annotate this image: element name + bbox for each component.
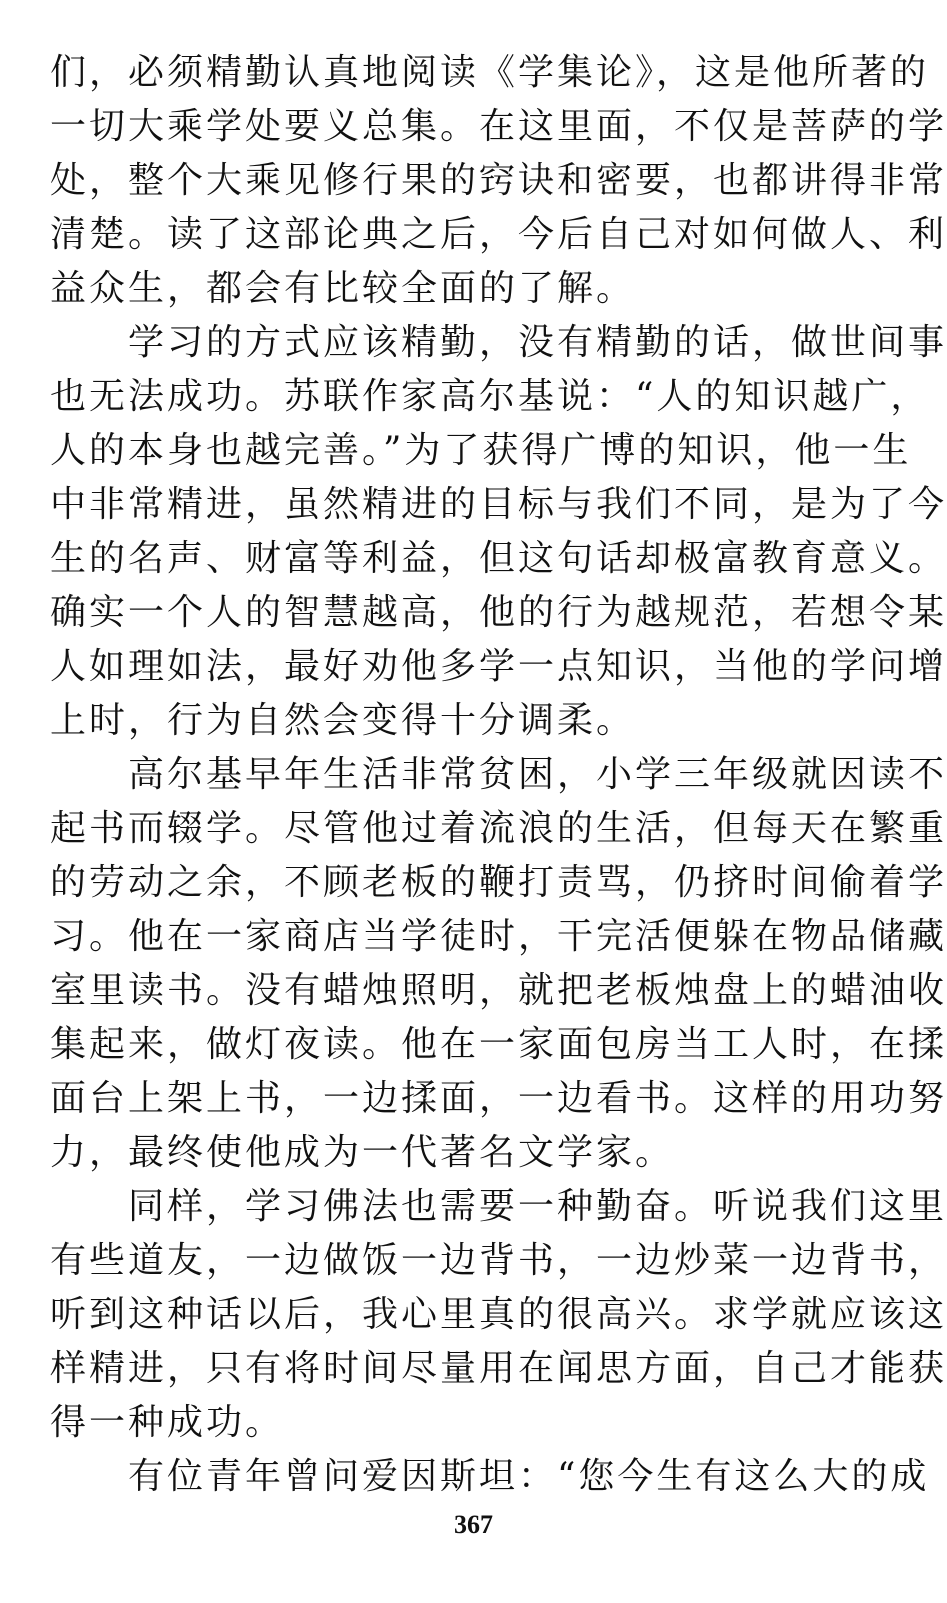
- text-line: 中非常精进，虽然精进的目标与我们不同，是为了今: [50, 484, 947, 525]
- text-line: 也无法成功。苏联作家高尔基说：“人的知识越广，: [50, 376, 930, 417]
- text-line: 力，最终使他成为一代著名文学家。: [50, 1132, 675, 1173]
- text-line: 习。他在一家商店当学徒时，干完活便躲在物品储藏: [50, 916, 947, 957]
- text-line: 听到这种话以后，我心里真的很高兴。求学就应该这: [50, 1294, 947, 1335]
- text-line: 人如理如法，最好劝他多学一点知识，当他的学问增: [50, 646, 947, 687]
- text-line: 一切大乘学处要义总集。在这里面，不仅是菩萨的学: [50, 106, 947, 147]
- book-page-body: [50, 46, 947, 1504]
- text-line: 确实一个人的智慧越高，他的行为越规范，若想令某: [50, 592, 947, 633]
- paragraph-first-line: 有位青年曾问爱因斯坦：“您今生有这么大的成: [128, 1456, 930, 1497]
- text-line: 样精进，只有将时间尽量用在闻思方面，自己才能获: [50, 1348, 947, 1389]
- text-line: 得一种成功。: [50, 1402, 285, 1443]
- paragraph-first-line: 学习的方式应该精勤，没有精勤的话，做世间事: [128, 322, 947, 363]
- text-line: 面台上架上书，一边揉面，一边看书。这样的用功努: [50, 1078, 947, 1119]
- paragraph-first-line: 同样，学习佛法也需要一种勤奋。听说我们这里: [128, 1186, 947, 1227]
- text-line: 室里读书。没有蜡烛照明，就把老板烛盘上的蜡油收: [50, 970, 947, 1011]
- text-line: 有些道友，一边做饭一边背书，一边炒菜一边背书，: [50, 1240, 947, 1281]
- text-line: 们，必须精勤认真地阅读《学集论》，这是他所著的: [50, 52, 930, 93]
- page-number: 367: [454, 1510, 493, 1539]
- text-line: 清楚。读了这部论典之后，今后自己对如何做人、利: [50, 214, 947, 255]
- text-line: 益众生，都会有比较全面的了解。: [50, 268, 636, 309]
- text-line: 人的本身也越完善。”为了获得广博的知识，他一生: [50, 430, 912, 471]
- text-line: 上时，行为自然会变得十分调柔。: [50, 700, 636, 741]
- text-line: 起书而辍学。尽管他过着流浪的生活，但每天在繁重: [50, 808, 947, 849]
- paragraph-first-line: 高尔基早年生活非常贫困，小学三年级就因读不: [128, 754, 947, 795]
- text-line: 处，整个大乘见修行果的窍诀和密要，也都讲得非常: [50, 160, 947, 201]
- text-line: 集起来，做灯夜读。他在一家面包房当工人时，在揉: [50, 1024, 947, 1065]
- text-line: 生的名声、财富等利益，但这句话却极富教育意义。: [50, 538, 947, 579]
- text-line: 的劳动之余，不顾老板的鞭打责骂，仍挤时间偷着学: [50, 862, 947, 903]
